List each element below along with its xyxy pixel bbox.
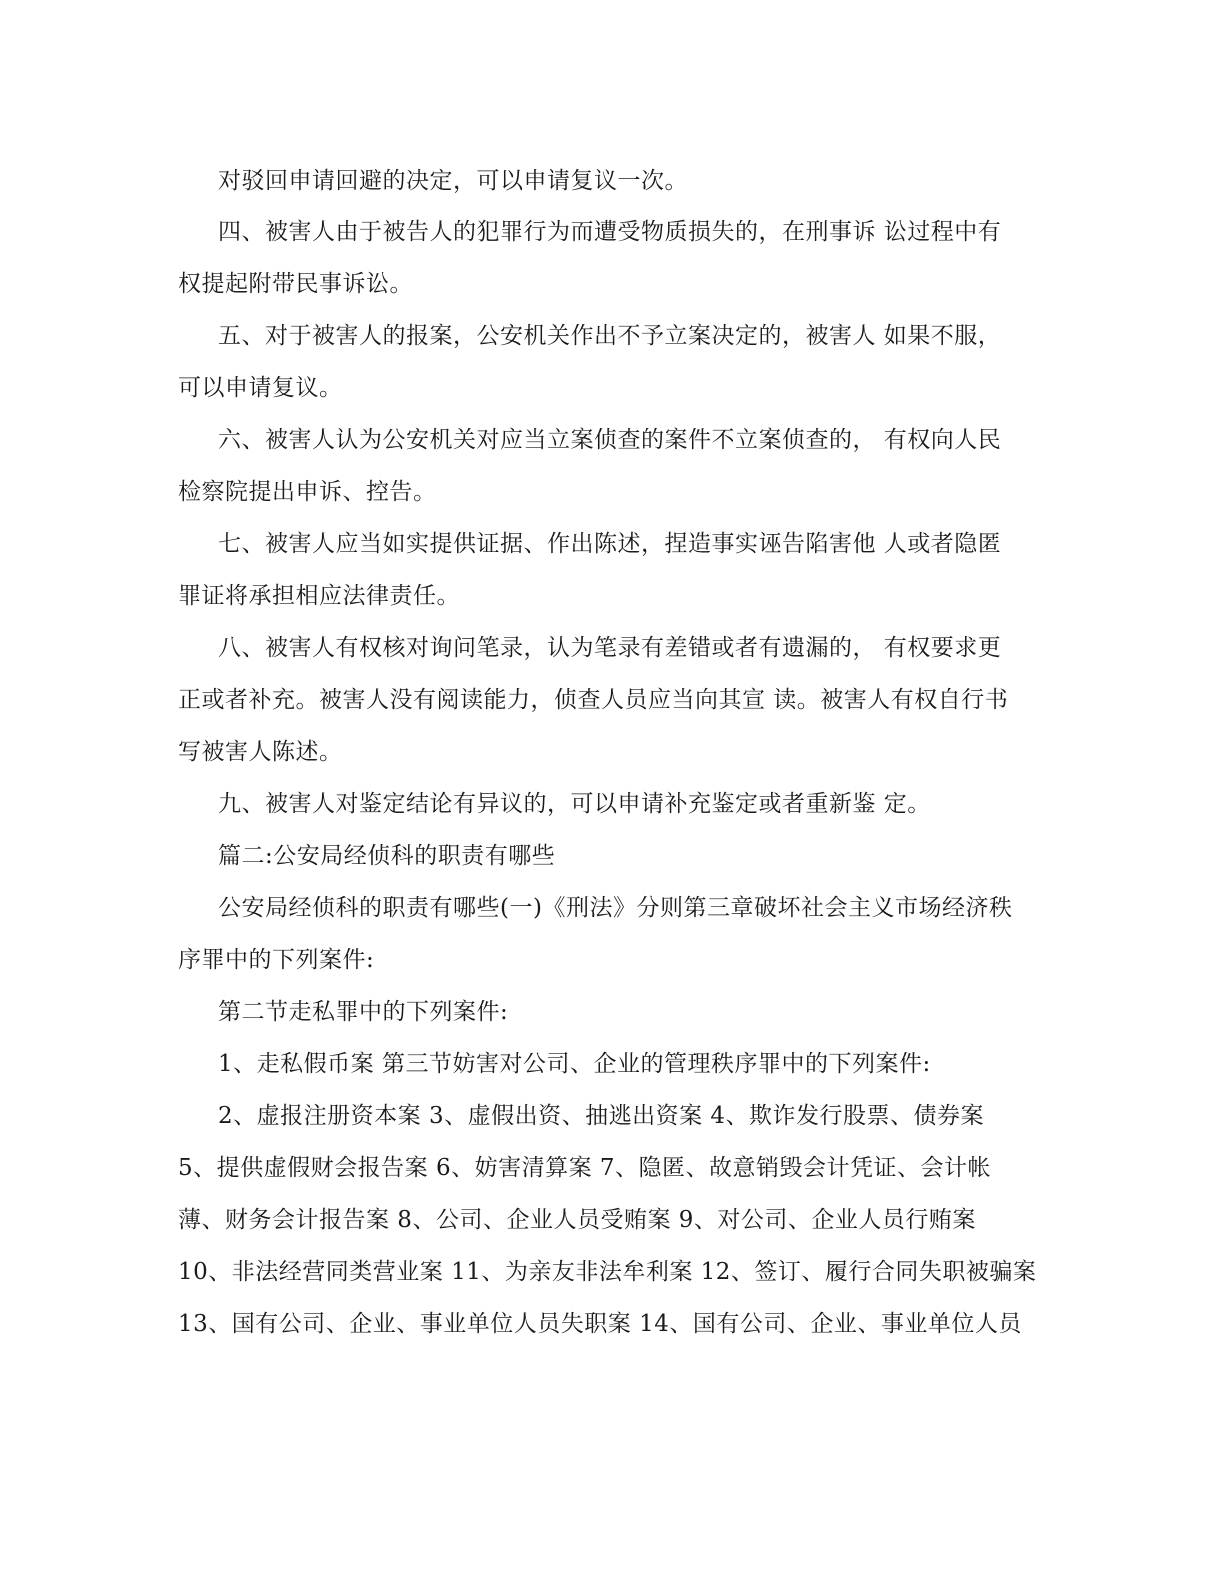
text-line: 正或者补充。被害人没有阅读能力，侦查人员应当向其宣 读。被害人有权自行书 bbox=[178, 687, 1009, 713]
text-line: 第二节走私罪中的下列案件: bbox=[218, 999, 509, 1025]
text-line: 权提起附带民事诉讼。 bbox=[178, 271, 413, 297]
text-line: 检察院提出申诉、控告。 bbox=[178, 479, 437, 505]
text-line: 可以申请复议。 bbox=[178, 375, 343, 401]
text-line: 1、走私假币案 第三节妨害对公司、企业的管理秩序罪中的下列案件: bbox=[218, 1051, 931, 1077]
text-line: 七、被害人应当如实提供证据、作出陈述，捏造事实诬告陷害他 人或者隐匿 bbox=[218, 531, 1002, 557]
text-line: 10、非法经营同类营业案 11、为亲友非法牟利案 12、签订、履行合同失职被骗案 bbox=[178, 1259, 1037, 1285]
text-line: 13、国有公司、企业、事业单位人员失职案 14、国有公司、企业、事业单位人员 bbox=[178, 1311, 1022, 1337]
text-line: 对驳回申请回避的决定，可以申请复议一次。 bbox=[218, 168, 688, 194]
text-line: 写被害人陈述。 bbox=[178, 739, 343, 765]
text-line: 序罪中的下列案件: bbox=[178, 947, 375, 973]
text-line: 5、提供虚假财会报告案 6、妨害清算案 7、隐匿、故意销毁会计凭证、会计帐 bbox=[178, 1155, 992, 1181]
text-line: 四、被害人由于被告人的犯罪行为而遭受物质损失的，在刑事诉 讼过程中有 bbox=[218, 219, 1002, 245]
section-heading: 篇二:公安局经侦科的职责有哪些 bbox=[218, 843, 556, 869]
text-line: 六、被害人认为公安机关对应当立案侦查的案件不立案侦查的， 有权向人民 bbox=[218, 427, 1002, 453]
text-line: 八、被害人有权核对询问笔录，认为笔录有差错或者有遗漏的， 有权要求更 bbox=[218, 635, 1002, 661]
text-line: 五、对于被害人的报案，公安机关作出不予立案决定的，被害人 如果不服， bbox=[218, 323, 1002, 349]
text-line: 薄、财务会计报告案 8、公司、企业人员受贿案 9、对公司、企业人员行贿案 bbox=[178, 1207, 976, 1233]
text-line: 2、虚报注册资本案 3、虚假出资、抽逃出资案 4、欺诈发行股票、债券案 bbox=[218, 1103, 985, 1129]
text-line: 九、被害人对鉴定结论有异议的，可以申请补充鉴定或者重新鉴 定。 bbox=[218, 791, 931, 817]
text-line: 公安局经侦科的职责有哪些(一)《刑法》分则第三章破坏社会主义市场经济秩 bbox=[218, 895, 1013, 921]
text-line: 罪证将承担相应法律责任。 bbox=[178, 583, 460, 609]
